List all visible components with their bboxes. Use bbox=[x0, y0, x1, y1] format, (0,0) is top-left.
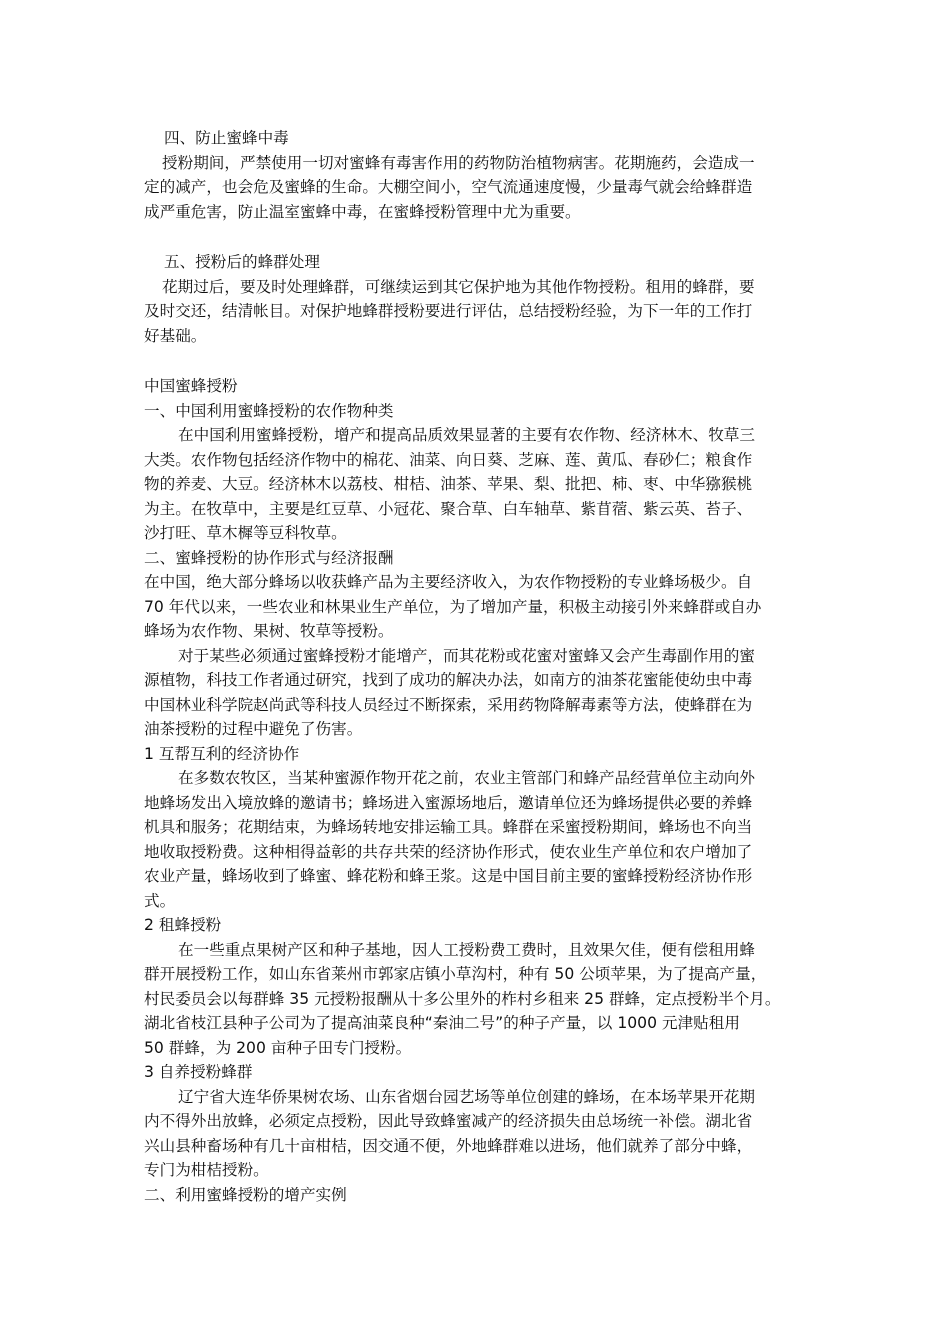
paragraph-line: 油茶授粉的过程中避免了伤害。 bbox=[144, 720, 363, 738]
section-heading: 二、利用蜜蜂授粉的增产实例 bbox=[144, 1185, 347, 1204]
paragraph-line: 定的减产，也会危及蜜蜂的生命。大棚空间小，空气流通速度慢，少量毒气就会给蜂群造 bbox=[144, 178, 753, 196]
paragraph-line: 在中国利用蜜蜂授粉，增产和提高品质效果显著的主要有农作物、经济林木、牧草三 bbox=[178, 426, 755, 444]
subsection-heading: 1 互帮互利的经济协作 bbox=[144, 744, 300, 763]
paragraph-line: 机具和服务；花期结束，为蜂场转地安排运输工具。蜂群在采蜜授粉期间，蜂场也不向当 bbox=[144, 818, 753, 836]
subsection-heading: 2 租蜂授粉 bbox=[144, 916, 222, 934]
section-heading: 五、授粉后的蜂群处理 bbox=[164, 253, 320, 271]
paragraph-line: 及时交还，结清帐目。对保护地蜂群授粉要进行评估，总结授粉经验，为下一年的工作打 bbox=[144, 302, 753, 320]
paragraph-line: 农业产量，蜂场收到了蜂蜜、蜂花粉和蜂王浆。这是中国目前主要的蜜蜂授粉经济协作形 bbox=[144, 867, 753, 885]
paragraph-line: 群开展授粉工作，如山东省莱州市郭家店镇小草沟村，种有 50 公顷苹果，为了提高产量， bbox=[144, 965, 767, 983]
paragraph-line: 授粉期间，严禁使用一切对蜜蜂有毒害作用的药物防治植物病害。花期施药，会造成一 bbox=[162, 153, 755, 172]
paragraph-line: 式。 bbox=[144, 891, 176, 910]
paragraph-line: 70 年代以来，一些农业和林果业生产单位，为了增加产量，积极主动接引外来蜂群或自办 bbox=[144, 597, 762, 616]
paragraph-line: 中国林业科学院赵尚武等科技人员经过不断探索，采用药物降解毒素等方法，使蜂群在为 bbox=[144, 695, 753, 714]
subsection-heading: 3 自养授粉蜂群 bbox=[144, 1063, 253, 1081]
paragraph-line: 辽宁省大连华侨果树农场、山东省烟台园艺场等单位创建的蜂场，在本场苹果开花期 bbox=[178, 1087, 755, 1106]
paragraph-line: 在中国，绝大部分蜂场以收获蜂产品为主要经济收入，为农作物授粉的专业蜂场极少。自 bbox=[144, 573, 753, 591]
paragraph-line: 在一些重点果树产区和种子基地，因人工授粉费工费时，且效果欠佳，便有偿租用蜂 bbox=[178, 940, 755, 959]
paragraph-line: 50 群蜂，为 200 亩种子田专门授粉。 bbox=[144, 1038, 412, 1057]
paragraph-line: 蜂场为农作物、果树、牧草等授粉。 bbox=[144, 622, 394, 640]
paragraph-line: 沙打旺、草木樨等豆科牧草。 bbox=[144, 524, 347, 542]
paragraph-line: 内不得外出放蜂，必须定点授粉，因此导致蜂蜜减产的经济损失由总场统一补偿。湖北省 bbox=[144, 1112, 753, 1130]
paragraph-line: 对于某些必须通过蜜蜂授粉才能增产，而其花粉或花蜜对蜜蜂又会产生毒副作用的蜜 bbox=[178, 646, 755, 665]
paragraph-line: 在多数农牧区，当某种蜜源作物开花之前，农业主管部门和蜂产品经营单位主动向外 bbox=[178, 769, 755, 787]
section-5 bbox=[144, 250, 810, 348]
paragraph-line: 花期过后，要及时处理蜂群，可继续运到其它保护地为其他作物授粉。租用的蜂群，要 bbox=[162, 277, 755, 296]
section-heading: 一、中国利用蜜蜂授粉的农作物种类 bbox=[144, 401, 394, 420]
article-title: 中国蜜蜂授粉 bbox=[144, 377, 238, 395]
paragraph-line: 物的养麦、大豆。经济林木以荔枝、柑桔、油茶、苹果、梨、批把、柿、枣、中华猕猴桃 bbox=[144, 475, 753, 493]
paragraph-line: 专门为柑桔授粉。 bbox=[144, 1161, 269, 1179]
paragraph-line: 好基础。 bbox=[144, 326, 207, 345]
paragraph-line: 湖北省枝江县种子公司为了提高油菜良种“秦油二号”的种子产量，以 1000 元津贴租用 bbox=[144, 1014, 740, 1032]
paragraph-line: 兴山县种畜场种有几十亩柑桔，因交通不便，外地蜂群难以进场，他们就养了部分中蜂， bbox=[144, 1136, 753, 1155]
paragraph-line: 地蜂场发出入境放蜂的邀请书；蜂场进入蜜源场地后，邀请单位还为蜂场提供必要的养蜂 bbox=[144, 793, 753, 812]
paragraph-line: 成严重危害，防止温室蜜蜂中毒，在蜜蜂授粉管理中尤为重要。 bbox=[144, 202, 581, 221]
section-heading: 四、防止蜜蜂中毒 bbox=[164, 129, 289, 147]
paragraph-line: 源植物，科技工作者通过研究，找到了成功的解决办法，如南方的油茶花蜜能使幼虫中毒 bbox=[144, 671, 753, 689]
paragraph-line: 地收取授粉费。这种相得益彰的共存共荣的经济协作形式，使农业生产单位和农户增加了 bbox=[144, 842, 753, 861]
paragraph-line: 为主。在牧草中，主要是红豆草、小冠花、聚合草、白车轴草、紫苜蓿、紫云英、苔子、 bbox=[144, 499, 753, 518]
china-section bbox=[144, 374, 810, 1207]
paragraph-line: 村民委员会以每群蜂 35 元授粉报酬从十多公里外的柞村乡租来 25 群蜂，定点授粉半个月。 bbox=[144, 989, 781, 1008]
section-4 bbox=[144, 126, 810, 224]
section-heading: 二、蜜蜂授粉的协作形式与经济报酬 bbox=[144, 548, 394, 567]
paragraph-line: 大类。农作物包括经济作物中的棉花、油菜、向日葵、芝麻、莲、黄瓜、春砂仁；粮食作 bbox=[144, 450, 753, 469]
